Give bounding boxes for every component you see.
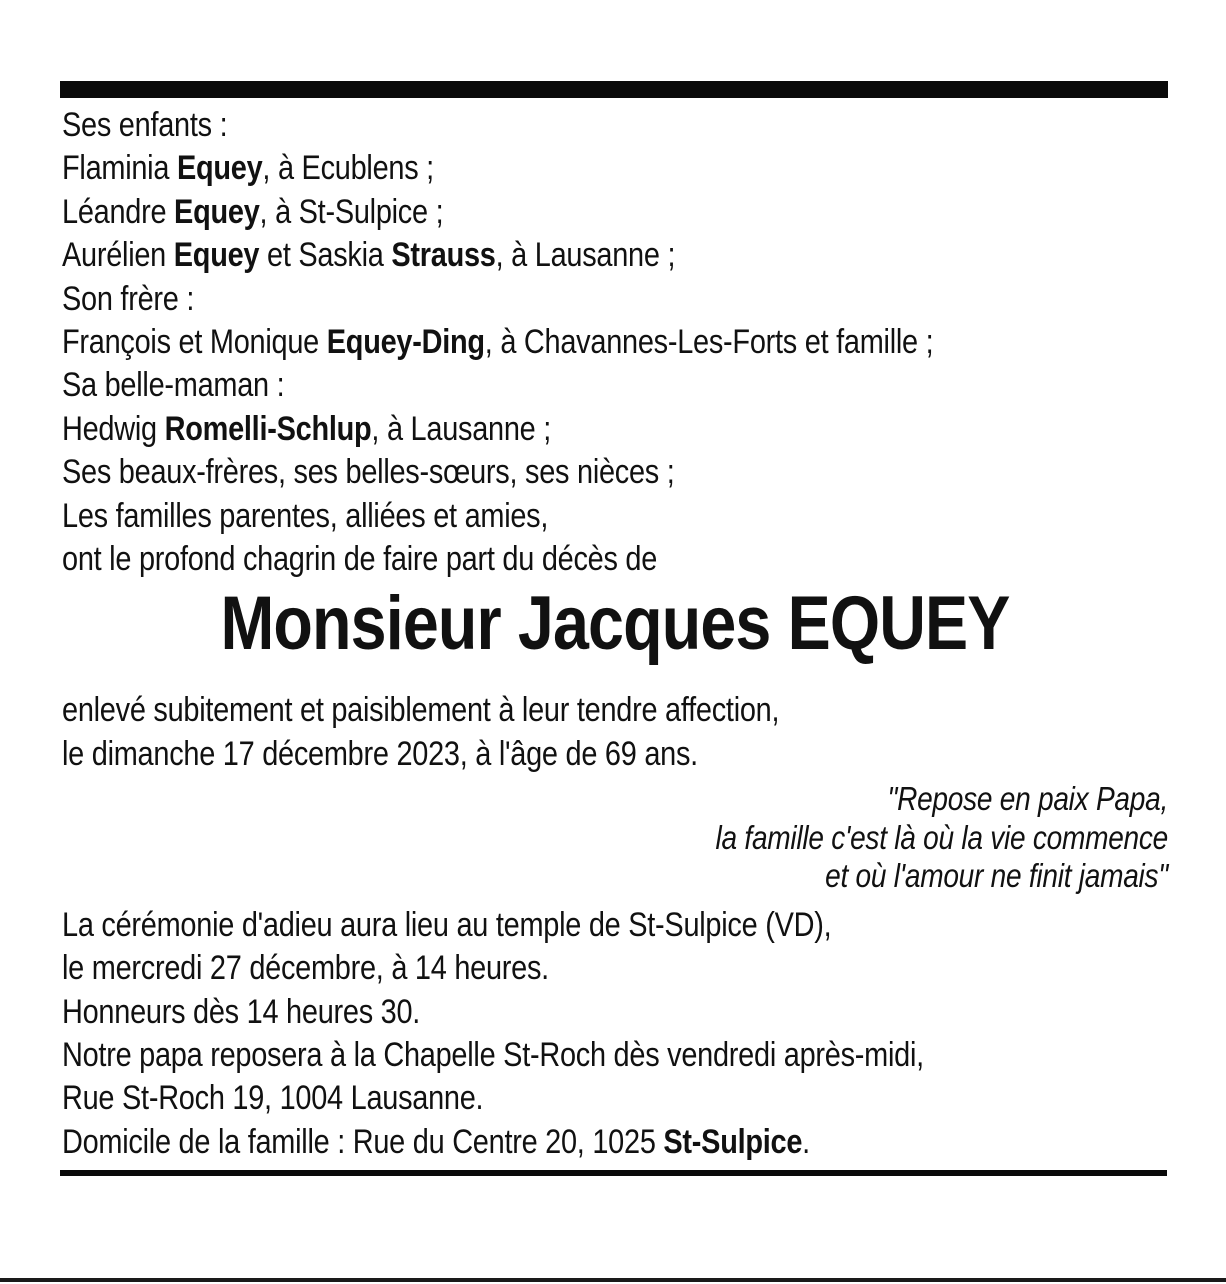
text-line: Sa belle-maman :	[62, 366, 285, 405]
text-line: Rue St-Roch 19, 1004 Lausanne.	[62, 1079, 484, 1118]
text-line: Notre papa reposera à la Chapelle St-Roch dès vendredi après-midi,	[62, 1036, 924, 1074]
text-line: le dimanche 17 décembre 2023, à l'âge de 69 ans.	[62, 734, 698, 773]
text-line: Flaminia Equey, à Ecublens ;	[62, 149, 434, 188]
text-line: enlevé subitement et paisiblement à leur tendre affection,	[62, 691, 780, 730]
top-divider-bar	[60, 81, 1168, 98]
text-line: la famille c'est là où la vie commence	[715, 818, 1168, 856]
text-line: Son frère :	[62, 279, 195, 318]
text-line: Léandre Equey, à St-Sulpice ;	[62, 192, 444, 231]
text-line: Hedwig Romelli-Schlup, à Lausanne ;	[62, 409, 552, 448]
ceremony-details	[62, 904, 1168, 1164]
text-line: "Repose en paix Papa,	[887, 780, 1168, 818]
bottom-edge-line	[0, 1278, 1226, 1282]
text-line: le mercredi 27 décembre, à 14 heures.	[62, 949, 549, 988]
bottom-divider-rule	[60, 1170, 1167, 1176]
notice-content	[62, 104, 1168, 1164]
text-line: Aurélien Equey et Saskia Strauss, à Lausanne ;	[62, 236, 676, 275]
text-line: Ses enfants :	[62, 106, 228, 144]
text-line: Ses beaux-frères, ses belles-sœurs, ses nièces ;	[62, 453, 675, 492]
memorial-quote	[62, 780, 1168, 896]
text-line: La cérémonie d'adieu aura lieu au temple de St-Sulpice (VD),	[62, 905, 832, 944]
text-line: Domicile de la famille : Rue du Centre 20, 1025 St-Sulpice.	[62, 1122, 810, 1161]
family-list	[62, 104, 1168, 581]
text-line: François et Monique Equey-Ding, à Chavannes-Les-Forts et famille ;	[62, 323, 934, 362]
death-announcement	[62, 689, 1168, 776]
text-line: et où l'amour ne finit jamais"	[825, 857, 1168, 895]
text-line: Les familles parentes, alliées et amies,	[62, 496, 549, 535]
text-line: Honneurs dès 14 heures 30.	[62, 992, 421, 1031]
text-line: ont le profond chagrin de faire part du décès de	[62, 540, 658, 579]
deceased-name-title: Monsieur Jacques EQUEY	[220, 581, 1010, 667]
